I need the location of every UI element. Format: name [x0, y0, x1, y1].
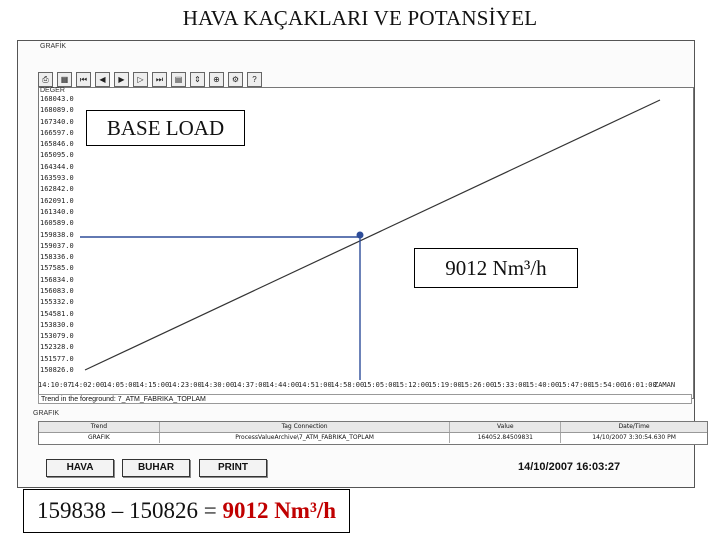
col-trend: Trend	[39, 422, 160, 432]
x-tick-label: 15:26:00	[460, 381, 495, 389]
x-tick-label: 15:54:00	[590, 381, 625, 389]
y-tick-label: 161340.0	[40, 207, 74, 216]
x-tick-label: 14:05:00	[103, 381, 137, 389]
x-tick-label: 14:10:07	[38, 381, 72, 389]
x-tick-label: 14:58:00	[330, 381, 365, 389]
scroll-icon[interactable]: ⇕	[190, 72, 205, 87]
play-icon[interactable]: ▶	[114, 72, 129, 87]
y-tick-label: 154581.0	[40, 309, 74, 318]
x-axis-label: ZAMAN	[654, 381, 676, 389]
y-tick-label: 153830.0	[40, 320, 74, 329]
y-tick-label: 150826.0	[40, 366, 74, 374]
y-tick-label: 152328.0	[40, 343, 74, 352]
next-icon[interactable]: ▷	[133, 72, 148, 87]
print-icon[interactable]: ⎙	[38, 72, 53, 87]
y-tick-label: 151577.0	[40, 354, 74, 363]
x-tick-label: 15:05:00	[363, 381, 397, 389]
hava-button[interactable]: HAVA	[46, 459, 114, 477]
y-tick-label: 164344.0	[40, 162, 74, 171]
x-tick-label: 14:37:00	[233, 381, 267, 389]
y-tick-label: 162842.0	[40, 185, 74, 194]
formula-result: 9012 Nm³/h	[222, 498, 337, 523]
col-datetime: Date/Time	[618, 423, 650, 430]
base-load-callout: BASE LOAD	[86, 110, 245, 146]
y-tick-label: 162091.0	[40, 196, 74, 205]
x-tick-label: 15:12:00	[395, 381, 430, 389]
slide-title: HAVA KAÇAKLARI VE POTANSİYEL	[182, 6, 538, 30]
x-tick-label: 14:15:00	[135, 381, 170, 389]
y-tick-label: 167340.0	[40, 117, 74, 126]
x-tick-label: 14:30:00	[200, 381, 235, 389]
window-title: GRAFİK	[40, 43, 67, 50]
col-value: Value	[450, 422, 561, 432]
help-icon[interactable]: ?	[247, 72, 262, 87]
chart-icon[interactable]: ▤	[171, 72, 186, 87]
formula-expression: 159838 – 150826 =	[36, 498, 223, 523]
y-axis-label: DEGER	[40, 87, 65, 94]
y-tick-label: 159037.0	[40, 241, 74, 250]
y-tick-label: 156834.0	[40, 275, 74, 284]
zoom-icon[interactable]: ⊕	[209, 72, 224, 87]
y-tick-label: 159838.0	[40, 230, 74, 239]
y-tick-label: 155332.0	[40, 298, 74, 307]
leak-formula	[23, 489, 350, 533]
leak-rate-callout: 9012 Nm³/h	[414, 248, 578, 288]
x-tick-label: 15:19:00	[428, 381, 462, 389]
trend-foreground-label: Trend in the foreground: 7_ATM_FABRIKA_TOPLAM	[38, 394, 692, 404]
y-tick-label: 156083.0	[40, 286, 74, 295]
x-tick-label: 14:51:00	[298, 381, 332, 389]
cell-datetime: 14/10/2007 3:30:54.630 PM	[592, 434, 676, 441]
x-tick-label: 15:33:00	[493, 381, 527, 389]
x-tick-label: 14:02:00	[70, 381, 105, 389]
x-tick-label: 14:23:00	[168, 381, 202, 389]
x-tick-label: 14:44:00	[265, 381, 300, 389]
col-tag-connection: Tag Connection	[160, 422, 451, 432]
y-tick-label: 163593.0	[40, 174, 74, 183]
y-tick-label: 168043.0	[40, 95, 74, 103]
y-tick-label: 166597.0	[40, 128, 74, 137]
y-tick-label: 157585.0	[40, 264, 74, 273]
cell-tag-connection: ProcessValueArchive\7_ATM_FABRIKA_TOPLAM	[160, 433, 451, 443]
buhar-button[interactable]: BUHAR	[122, 459, 190, 477]
y-tick-label: 165095.0	[40, 151, 74, 160]
x-tick-label: 16:01:00	[623, 381, 657, 389]
y-tick-label: 160589.0	[40, 219, 74, 228]
prev-icon[interactable]: ◀	[95, 72, 110, 87]
cell-trend: GRAFIK	[39, 433, 160, 443]
tools-icon[interactable]: ⚙	[228, 72, 243, 87]
table-title: GRAFIK	[33, 410, 60, 417]
last-icon[interactable]: ⏭	[152, 72, 167, 87]
x-tick-label: 15:40:00	[525, 381, 560, 389]
y-tick-label: 158336.0	[40, 253, 74, 262]
clock-datetime: 14/10/2007 16:03:27	[518, 461, 621, 473]
y-tick-label: 165846.0	[40, 140, 74, 149]
reference-point	[357, 232, 364, 239]
grid-icon[interactable]: ▦	[57, 72, 72, 87]
cell-value: 164052.84509831	[450, 433, 561, 443]
print-button[interactable]: PRINT	[199, 459, 267, 477]
x-tick-label: 15:47:00	[558, 381, 592, 389]
y-tick-label: 168089.0	[40, 106, 74, 115]
first-icon[interactable]: ⏮	[76, 72, 91, 87]
y-tick-label: 153079.0	[40, 332, 74, 341]
